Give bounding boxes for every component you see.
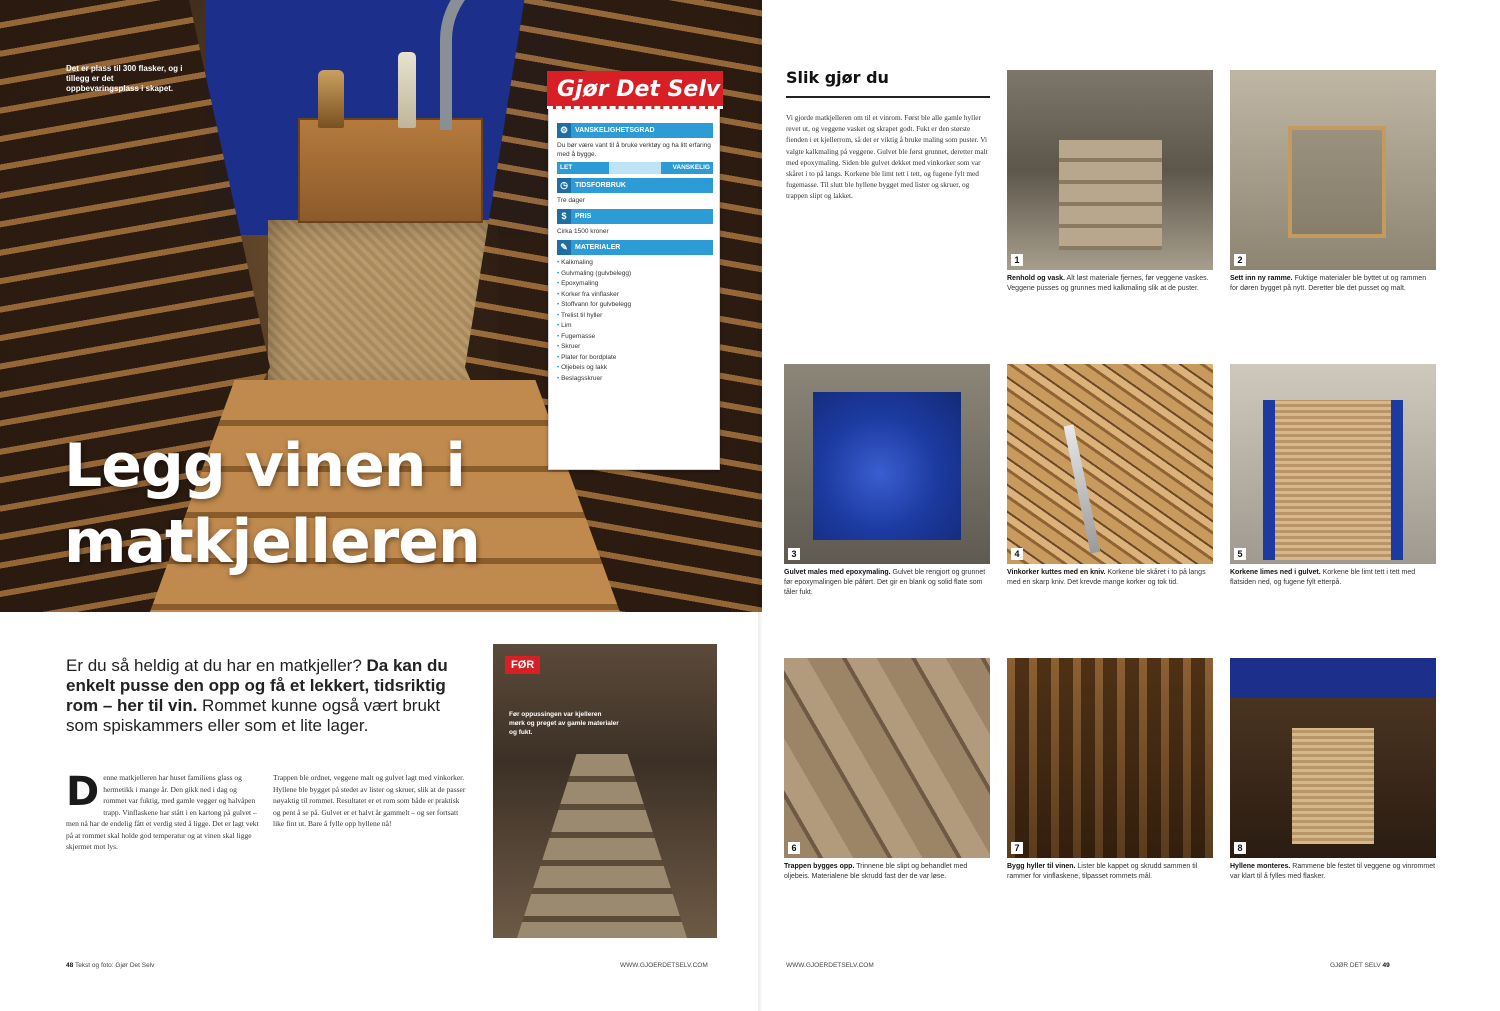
article-title bbox=[64, 428, 534, 580]
intro-tail: Rommet kunne også vært brukt som spiskammers eller som et lite lager. bbox=[66, 696, 441, 735]
step-number: 5 bbox=[1234, 548, 1246, 560]
step-photo bbox=[784, 364, 990, 564]
hero-cork-floor bbox=[268, 220, 498, 395]
time-text: Tre dager bbox=[557, 197, 585, 204]
folio-left bbox=[66, 962, 154, 969]
hero-caption: Det er plass til 300 flasker, og i tillegg er det oppbevaringsplass i skapet. bbox=[66, 64, 183, 93]
step-photo bbox=[1230, 658, 1436, 858]
step-8 bbox=[1230, 658, 1436, 882]
step-caption: Vinkorker kuttes med en kniv. Korkene ble skåret i to på langs med en skarp kniv. Det krevde mange korker og tok tid. bbox=[1007, 569, 1206, 587]
step-photo bbox=[784, 658, 990, 858]
step-5 bbox=[1230, 364, 1436, 588]
list-item: • Stoffvann for gulvbelegg bbox=[557, 300, 713, 311]
difficulty-low-label: LET bbox=[557, 162, 609, 174]
step-caption: Trappen bygges opp. Trinnene ble slipt og behandlet med oljebeis. Materialene ble skrudd fast der de var løse. bbox=[784, 863, 968, 881]
step-number: 1 bbox=[1011, 254, 1023, 266]
step-number: 7 bbox=[1011, 842, 1023, 854]
step-number: 6 bbox=[788, 842, 800, 854]
list-item: • Epoxymaling bbox=[557, 279, 713, 290]
body-column-1-text: enne matkjelleren har huset familiens glass og hermetikk i mange år. Den gikk ned i dag og rommet var fuktig, med gamle vegger og halvåpen trapp. Vinflaskene har stått i en kartong på gulvet – men nå har de endelig fått et verdig sted å ligge. Det er lagt vekt på at rommet skal holde god temperatur og at vinen skal ligge skjermet mot lys. bbox=[66, 773, 259, 851]
step-photo bbox=[1230, 70, 1436, 270]
title-line-1: Legg vinen i bbox=[64, 431, 465, 501]
list-item: • Oljebeis og lakk bbox=[557, 363, 713, 374]
step-caption: Korkene limes ned i gulvet. Korkene ble limt tett i tett med flatsiden ned, og fugene fylt etterpå. bbox=[1230, 569, 1416, 587]
time-icon: ◷ bbox=[557, 178, 571, 193]
list-item: • Kalkmaling bbox=[557, 258, 713, 269]
list-item: • Beslagsskruer bbox=[557, 374, 713, 385]
step-caption: Hyllene monteres. Rammene ble festet til veggene og vinrommet var klart til å fylles med flasker. bbox=[1230, 863, 1436, 881]
list-item: • Gulvmaling (gulvbelegg) bbox=[557, 269, 713, 280]
intro-lead: Er du så heldig at du har en matkjeller? bbox=[66, 656, 367, 675]
difficulty-scale-mid bbox=[609, 162, 661, 174]
list-item: • Skruer bbox=[557, 342, 713, 353]
list-item: • Lim bbox=[557, 321, 713, 332]
materials-list bbox=[557, 258, 713, 384]
step-3 bbox=[784, 364, 990, 599]
difficulty-high-label: VANSKELIG bbox=[661, 162, 713, 174]
page-number-right: 49 bbox=[1382, 962, 1390, 969]
step-4 bbox=[1007, 364, 1213, 588]
brand-badge: Gjør Det Selv bbox=[547, 71, 723, 109]
folio-left-site: WWW.GJOERDETSELV.COM bbox=[620, 962, 708, 969]
hero-bottle bbox=[318, 70, 344, 128]
howto-title: Slik gjør du bbox=[786, 68, 889, 87]
difficulty-scale bbox=[557, 162, 713, 174]
info-box-body bbox=[557, 119, 713, 384]
difficulty-text: Du bør være vant til å bruke verktøy og ha litt erfaring med å bygge. bbox=[557, 142, 711, 158]
step-number: 2 bbox=[1234, 254, 1246, 266]
step-photo bbox=[1007, 70, 1213, 270]
drop-cap: D bbox=[66, 769, 100, 815]
intro-bold: Da kan du enkelt pusse den opp og få et lekkert, tidsriktig rom – her til vin. bbox=[66, 656, 448, 715]
step-number: 3 bbox=[788, 548, 800, 560]
page-number-left: 48 bbox=[66, 962, 74, 969]
step-photo bbox=[1007, 364, 1213, 564]
materials-icon: ✎ bbox=[557, 240, 571, 255]
step-7 bbox=[1007, 658, 1213, 882]
howto-rule bbox=[786, 96, 990, 98]
step-number: 4 bbox=[1011, 548, 1023, 560]
difficulty-icon: ⚙ bbox=[557, 123, 571, 138]
title-line-2: matkjelleren bbox=[64, 507, 480, 577]
price-icon: $ bbox=[557, 209, 571, 224]
info-heading-difficulty: ⚙ VANSKELIGHETSGRAD bbox=[557, 123, 713, 138]
body-column-2: Trappen ble ordnet, veggene malt og gulvet lagt med vinkorker. Hyllene ble bygget på stedet av lister og skruer, slik at de passer nøyaktig til rommet. Resultatet er et rom som både er praktisk og pent å se på. Gulvet er et halvt år gammelt – og ser fortsatt like fint ut. Bare å fylle opp hyllene nå! bbox=[273, 773, 466, 828]
price-text: Cirka 1500 kroner bbox=[557, 228, 609, 235]
hero-cabinet bbox=[298, 118, 483, 223]
step-photo bbox=[1230, 364, 1436, 564]
howto-text: Vi gjorde matkjelleren om til et vinrom. Først ble alle gamle hyller revet ut, og veggene vasket og skrapet godt. Fukt er den største fienden i et kjellerrom, så det er viktig å bruke maling som puster. Vi valgte kalkmaling på veggene. Gulvet ble først grunnet, deretter malt med epoxymaling. Siden ble gulvet dekket med vinkorker som var skåret i to på langs. Korkene ble limt tett i tett, og fugene fylt med fugemasse. Til slutt ble hyllene bygget med lister og skruer, og trappen slipt og lakket. bbox=[786, 113, 988, 201]
before-photo bbox=[493, 644, 717, 938]
list-item: • Korker fra vinflasker bbox=[557, 290, 713, 301]
magazine-name: GJØR DET SELV bbox=[1330, 962, 1381, 969]
before-stairs bbox=[517, 754, 687, 938]
info-heading-materials: ✎ MATERIALER bbox=[557, 240, 713, 255]
step-1 bbox=[1007, 70, 1213, 294]
step-caption: Renhold og vask. Alt løst materiale fjernes, før veggene vaskes. Veggene pusses og grunnes med kalkmaling slik at de puster. bbox=[1007, 275, 1209, 293]
before-caption: Før oppussingen var kjelleren mørk og preget av gamle materialer og fukt. bbox=[509, 711, 619, 736]
step-caption: Bygg hyller til vinen. Lister ble kappet og skrudd sammen til rammer for vinflaskene, tilpasset rommets mål. bbox=[1007, 863, 1198, 881]
body-text bbox=[66, 769, 466, 853]
step-caption: Gulvet males med epoxymaling. Gulvet ble rengjort og grunnet før epoxymalingen ble påført. Det gir en blank og solid flate som tåler fukt. bbox=[784, 569, 986, 597]
step-6 bbox=[784, 658, 990, 882]
info-box bbox=[548, 72, 720, 470]
info-heading-time: ◷ TIDSFORBRUK bbox=[557, 178, 713, 193]
list-item: • Plater for bordplate bbox=[557, 353, 713, 364]
step-2 bbox=[1230, 70, 1436, 294]
list-item: • Trelist til hyller bbox=[557, 311, 713, 322]
credits: Tekst og foto: Gjør Det Selv bbox=[74, 962, 155, 969]
info-heading-price: $ PRIS bbox=[557, 209, 713, 224]
intro-paragraph bbox=[66, 656, 466, 736]
folio-right bbox=[1330, 962, 1390, 969]
step-photo bbox=[1007, 658, 1213, 858]
folio-right-site: WWW.GJOERDETSELV.COM bbox=[786, 962, 874, 969]
hero-bottle bbox=[398, 52, 416, 128]
before-tag: FØR bbox=[505, 656, 540, 674]
list-item: • Fugemasse bbox=[557, 332, 713, 343]
step-number: 8 bbox=[1234, 842, 1246, 854]
step-caption: Sett inn ny ramme. Fuktige materialer ble byttet ut og rammen for døren bygget på nytt. Deretter ble det pusset og malt. bbox=[1230, 275, 1427, 293]
body-column-1 bbox=[66, 769, 259, 853]
